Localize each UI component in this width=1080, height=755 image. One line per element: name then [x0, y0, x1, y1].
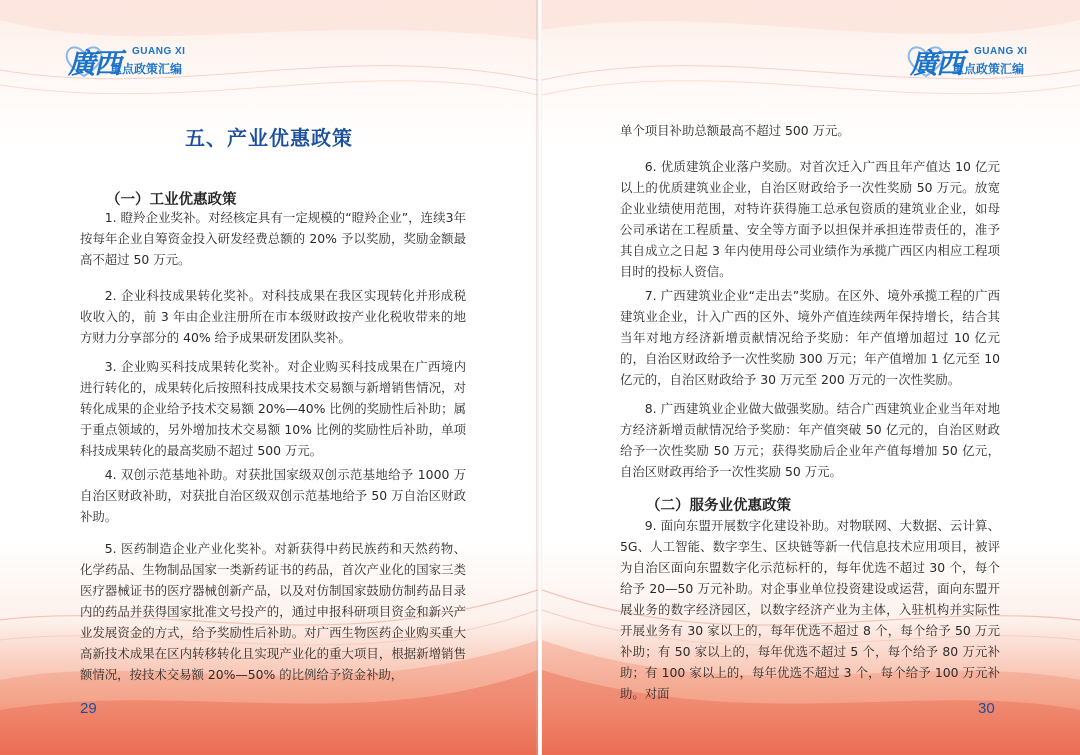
logo-chars: 廣西	[68, 47, 121, 80]
paragraph-8: 8. 广西建筑业企业做大做强奖励。结合广西建筑业企业当年对地方经济新增贡献情况给予奖励：年产值突破 50 亿元的，自治区财政给予一次性奖励 50 万元；获得奖励后企业年产值每增加 50 亿元，自治区财政再给予一次性奖励 50 万元。	[620, 401, 1000, 479]
left-page	[0, 0, 538, 755]
paragraph-1: 1. 瞪羚企业奖补。对经核定具有一定规模的“瞪羚企业”，连续3年按每年企业自筹资金投入研发经费总额的 20% 予以奖励，奖励金额最高不超过 50 万元。	[80, 210, 466, 267]
logo-english: GUANG XI	[132, 46, 186, 57]
brand-logo	[902, 40, 1028, 80]
paragraph-5: 5. 医药制造企业产业化奖补。对新获得中药民族药和天然药物、化学药品、生物制品国家一类新药证书的药品，首次产业化的国家三类医疗器械证书的医疗器械创新产品，以及对仿制国家鼓励仿制药品目录内的药品并获得国家批准文号投产的，通过申报科研项目资金和新兴产业发展资金的方式，给予奖励性后补助。对广西生物医药企业购买重大高新技术成果在区内转移转化且实现产业化的重大项目，根据新增销售额情况，按技术交易额 20%—50% 的比例给予资金补助，	[80, 541, 466, 682]
logo-subtitle: 重点政策汇编	[110, 62, 183, 76]
brand-logo	[60, 40, 186, 80]
paragraph-9: 9. 面向东盟开展数字化建设补助。对物联网、大数据、云计算、5G、人工智能、数字孪生、区块链等新一代信息技术应用项目，被评为自治区面向东盟数字化示范标杆的，每年优选不超过 30 个，每个给予 20—50 万元补助。对企事业单位投资建设或运营，面向东盟开展业务的数字经济园区，以数字经济产业为主体，入驻机构并实际性开展业务有 30 家以上的，每年优选不超过 8 个，每个给予 50 万元补助；有 50 家以上的，每年优选不超过 5 个，每个给予 80 万元补助；有 100 家以上的，每年优选不超过 3 个，每个给予 100 万元补助。对面	[620, 518, 1000, 701]
page-number: 30	[978, 700, 995, 717]
paragraph-2: 2. 企业科技成果转化奖补。对科技成果在我区实现转化并形成税收收入的，前 3 年由企业注册所在市本级财政按产业化税收带来的地方财力分享部分的 40% 给予成果研发团队奖补。	[80, 288, 466, 345]
logo-chars: 廣西	[910, 47, 963, 80]
page-number: 29	[80, 700, 97, 717]
logo-english: GUANG XI	[974, 46, 1028, 57]
paragraph-3: 3. 企业购买科技成果转化奖补。对企业购买科技成果在广西境内进行转化的，成果转化后按照科技成果技术交易额与新增销售情况，对转化成果的企业给予技术交易额 20%—40% 比例的奖励性后补助；属于重点领域的，另外增加技术交易额 10% 比例的奖励性后补助，单项科技成果转化的最高奖励不超过 500 万元。	[80, 359, 466, 458]
paragraph-4: 4. 双创示范基地补助。对获批国家级双创示范基地给予 1000 万自治区财政补助，对获批自治区级双创示范基地给予 50 万自治区财政补助。	[80, 467, 466, 524]
subhead-industrial: （一）工业优惠政策	[106, 192, 237, 208]
section-title: 五、产业优惠政策	[185, 126, 353, 150]
subhead-service: （二）服务业优惠政策	[646, 498, 791, 514]
paragraph-6: 6. 优质建筑企业落户奖励。对首次迁入广西且年产值达 10 亿元以上的优质建筑业企业，自治区财政给予一次性奖励 50 万元。放宽企业业绩使用范围，对特许获得施工总承包资质的建筑业企业，如母公司承诺在工程质量、安全等方面予以担保并承担连带责任的，准予其自成立之日起 3 年内使用母公司业绩作为承揽广西区内相应工程项目时的投标人资信。	[620, 159, 1000, 279]
right-page	[542, 0, 1080, 755]
paragraph-7: 7. 广西建筑业企业“走出去”奖励。在区外、境外承揽工程的广西建筑业企业，计入广西的区外、境外产值连续两年保持增长，结合其当年对地方经济新增贡献情况给予奖励：年产值增加超过 10 亿元的，自治区财政给予一次性奖励 300 万元；年产值增加 1 亿元至 10 亿元的，自治区财政给予 30 万元至 200 万元的一次性奖励。	[620, 288, 1000, 387]
paragraph-continued: 单个项目补助总额最高不超过 500 万元。	[620, 123, 850, 138]
logo-subtitle: 重点政策汇编	[952, 62, 1025, 76]
